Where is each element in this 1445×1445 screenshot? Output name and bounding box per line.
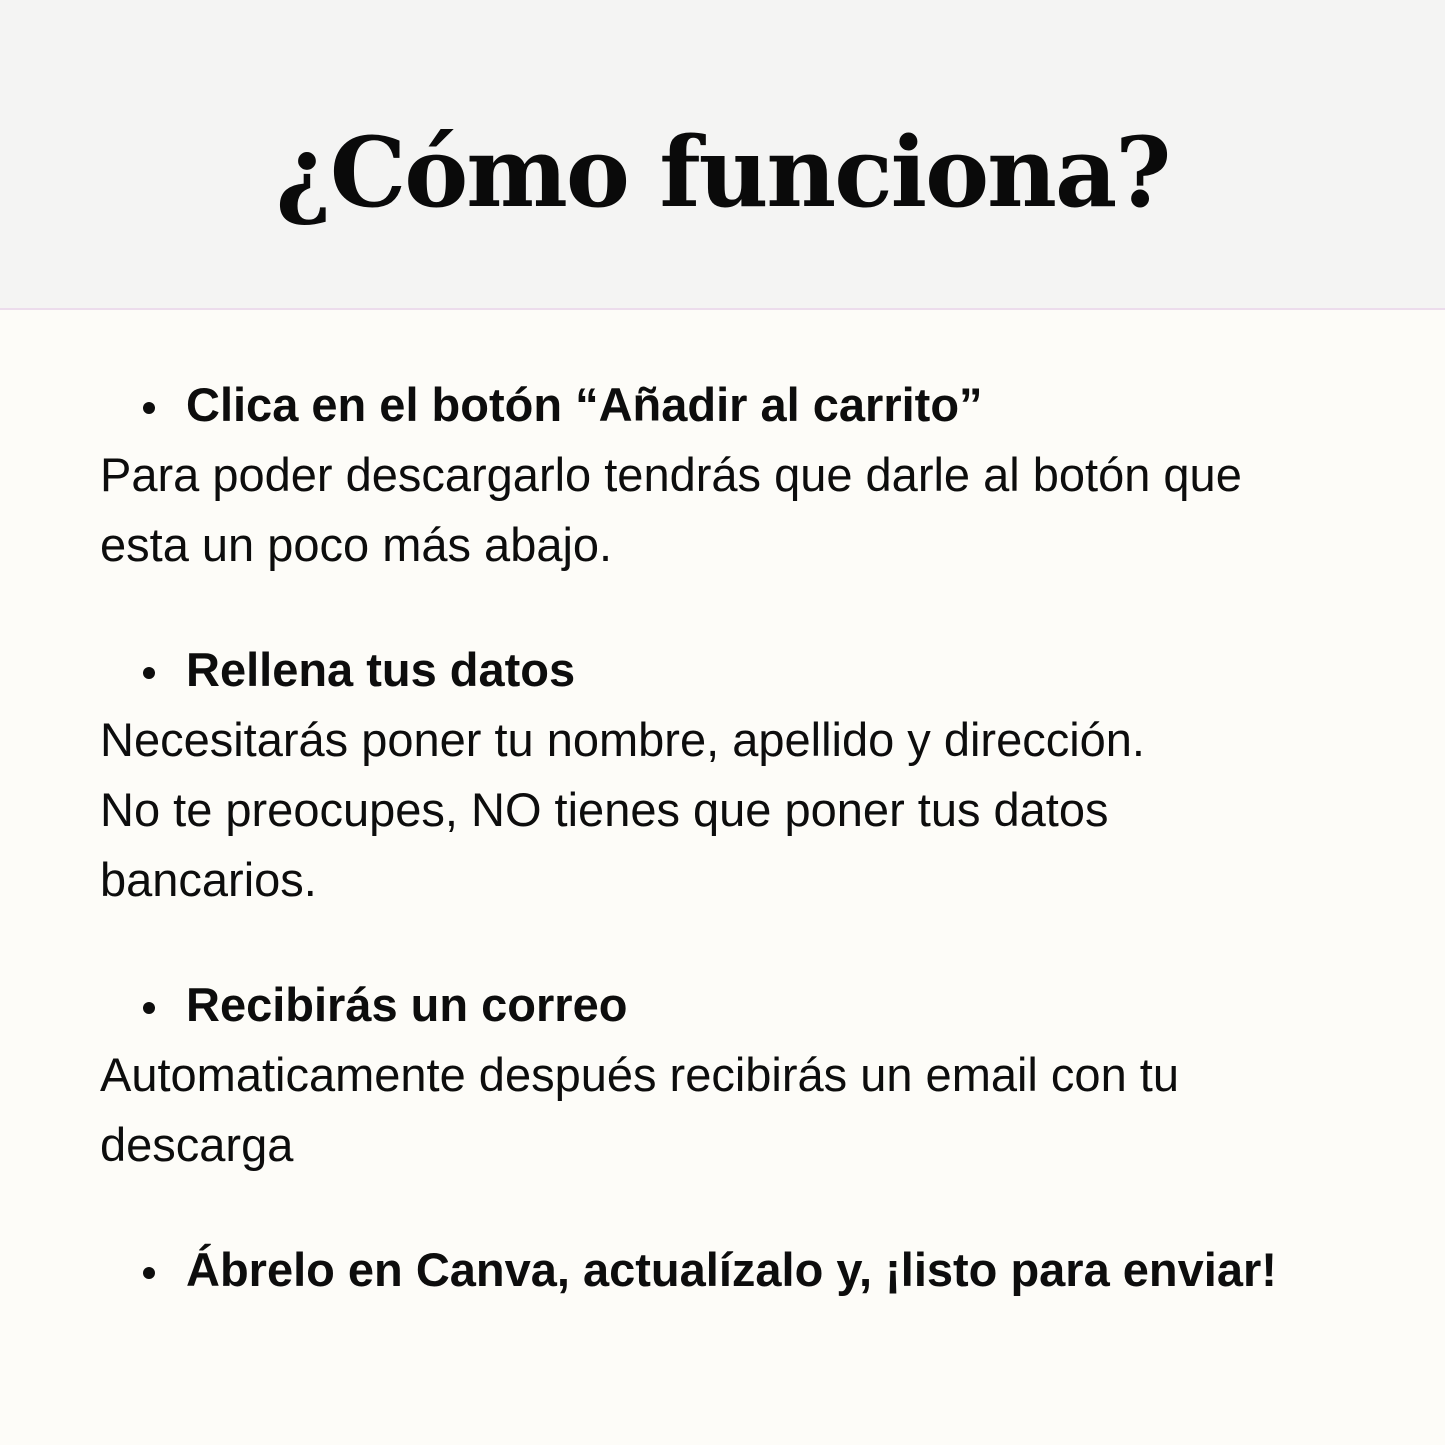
page-title: ¿Cómo funciona? — [275, 116, 1170, 229]
step-description-line: Automaticamente después recibirás un email con tu — [100, 1048, 1179, 1101]
step-add-to-cart — [100, 370, 1400, 580]
step-description-line: bancarios. — [100, 853, 317, 906]
bullet-dot-icon — [143, 402, 155, 414]
step-description-line: Necesitarás poner tu nombre, apellido y dirección. — [100, 713, 1145, 766]
step-title — [100, 370, 1400, 440]
step-title-text: Rellena tus datos — [186, 643, 576, 696]
step-title-text: Ábrelo en Canva, actualízalo y, ¡listo para enviar! — [186, 1243, 1277, 1296]
step-title — [100, 635, 1400, 705]
step-description-line: descarga — [100, 1118, 294, 1171]
step-description-line: No te preocupes, NO tienes que poner tus datos — [100, 783, 1109, 836]
step-receive-email — [100, 970, 1400, 1180]
step-description-line: Para poder descargarlo tendrás que darle al botón que — [100, 448, 1242, 501]
step-open-in-canva — [100, 1235, 1400, 1305]
step-title — [100, 1235, 1400, 1305]
steps-list — [100, 370, 1400, 1360]
step-title — [100, 970, 1400, 1040]
bullet-dot-icon — [143, 1267, 155, 1279]
header-banner — [0, 0, 1445, 310]
step-description-line: esta un poco más abajo. — [100, 518, 613, 571]
step-fill-details — [100, 635, 1400, 915]
bullet-dot-icon — [143, 1002, 155, 1014]
step-title-text: Recibirás un correo — [186, 978, 628, 1031]
bullet-dot-icon — [143, 667, 155, 679]
step-title-text: Clica en el botón “Añadir al carrito” — [186, 378, 983, 431]
